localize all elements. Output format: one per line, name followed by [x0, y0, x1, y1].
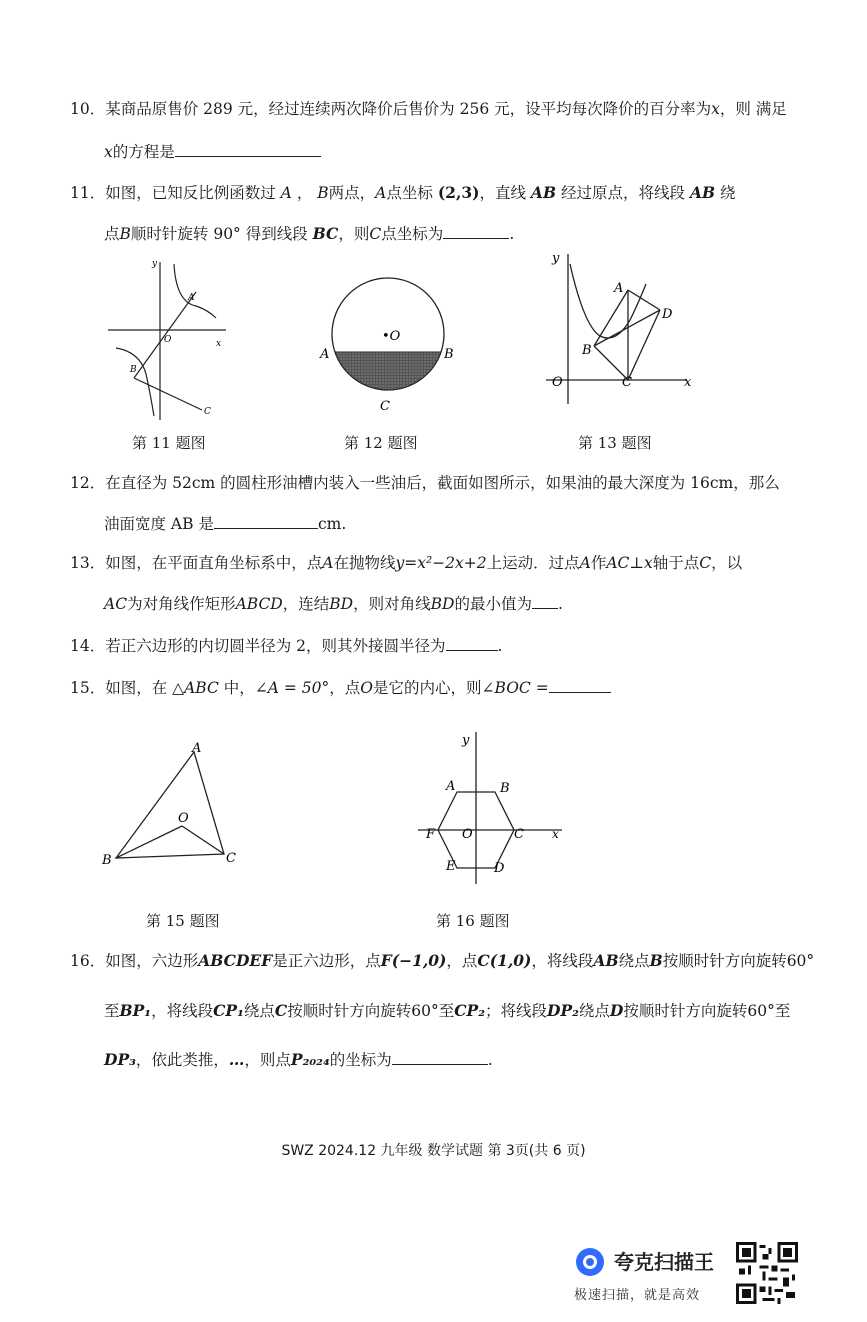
q13-text-8: ，连结 [282, 595, 330, 613]
figure-16 [412, 726, 572, 886]
q16-seg-bp1: BP₁ [119, 1001, 152, 1020]
watermark-title: 夸克扫描王 [614, 1250, 714, 1274]
f12-oil [335, 352, 441, 390]
f16-label-b: B [500, 781, 510, 796]
question-16-line3 [104, 1048, 493, 1071]
q13-seg-bd: BD [329, 595, 354, 613]
q16-point-f: F(−1,0) [380, 951, 447, 970]
q13-period: . [557, 595, 563, 613]
quark-logo-icon [574, 1246, 606, 1278]
q11-text-7: 点 [104, 225, 120, 243]
caption-fig12: 第 12 题图 [344, 434, 418, 452]
question-10 [70, 98, 787, 120]
q16-point-d: D [609, 1001, 624, 1020]
question-15 [70, 676, 611, 699]
q16-text-3: ，点 [446, 952, 478, 970]
q13-answer-blank[interactable] [532, 592, 558, 609]
q10-text-3: 的方程是 [112, 143, 175, 161]
q16-text-15: ，则点 [244, 1051, 291, 1069]
f11-label-b: B [130, 365, 137, 375]
q13-text-7: 为对角线作矩形 [127, 595, 236, 613]
q15-triangle: △ABC [172, 679, 219, 697]
q13-rect: ABCD [235, 595, 283, 613]
page-footer: SWZ 2024.12 九年级 数学试题 第 3页(共 6 页) [281, 1143, 586, 1159]
caption-fig15: 第 15 题图 [146, 912, 220, 930]
question-11 [70, 182, 736, 204]
q16-point-b: B [649, 951, 663, 970]
q16-point-p2024: P₂₀₂₄ [290, 1050, 330, 1069]
scanner-watermark [570, 1242, 810, 1304]
q13-text-2: 在抛物线 [333, 554, 396, 572]
f15-label-a: A [192, 741, 202, 756]
f15-triangle [116, 752, 224, 858]
q13-text-10: 的最小值为 [454, 595, 532, 613]
q16-seg-dp3: DP₃ [104, 1050, 136, 1069]
q16-text-4: ，将线段 [531, 952, 594, 970]
q15-text-1: 15．如图，在 [70, 679, 168, 697]
q16-text-6: 按顺时针方向旋转60° [662, 952, 815, 970]
q11-text-2: 两点， [328, 184, 376, 202]
f16-label-c: C [514, 827, 524, 842]
f11-label-y: y [152, 259, 158, 269]
q11-text-1: 11．如图，已知反比例函数过 [70, 184, 276, 202]
q15-angle: ∠A = 50° [254, 679, 330, 697]
f13-label-c: C [622, 375, 632, 390]
q11-answer-blank[interactable] [443, 222, 509, 239]
q10-var: x [711, 100, 720, 118]
f16-label-o: O [462, 827, 473, 842]
f11-label-x: x [216, 339, 222, 349]
question-16 [70, 950, 814, 972]
q16-period: . [487, 1051, 493, 1069]
q16-text-10: 按顺时针方向旋转60°至 [287, 1002, 455, 1020]
f16-label-f: F [426, 827, 436, 842]
q16-text-13: 按顺时针方向旋转60°至 [623, 1002, 791, 1020]
q13-text-3: 上运动．过点 [486, 554, 580, 572]
question-12-line2 [104, 512, 346, 535]
q11-text-8: 顺时针旋转 90° 得到线段 [130, 225, 308, 243]
q11-text-3: 点坐标 [386, 184, 433, 202]
q10-text-1: 10．某商品原售价 289 元，经过连续两次降价后售价为 256 元，设平均每次降价的百分率为 [70, 100, 712, 118]
q12-answer-blank[interactable] [214, 512, 318, 529]
q16-seg-ab: AB [593, 951, 619, 970]
q16-seg-cp1: CP₁ [213, 1001, 244, 1020]
f15-line-co [182, 826, 224, 854]
f16-label-y: y [462, 733, 470, 748]
f13-label-o: O [552, 375, 563, 390]
f13-line-bd [594, 310, 660, 346]
f11-label-o: O [164, 335, 172, 345]
figure-11 [104, 252, 239, 422]
q16-text-1: 16．如图，六边形 [70, 952, 199, 970]
q11-text-10: 点坐标为 [381, 225, 444, 243]
f12-label-b: B [444, 347, 454, 362]
q13-text-1: 13．如图，在平面直角坐标系中，点 [70, 554, 323, 572]
f15-label-c: C [226, 851, 236, 866]
f13-label-y: y [552, 251, 560, 266]
f11-line-bc [134, 378, 202, 410]
caption-fig16: 第 16 题图 [436, 912, 510, 930]
q15-boc: ∠BOC = [481, 679, 549, 697]
q11-sep: ， [296, 184, 313, 202]
f11-label-c: C [204, 407, 211, 417]
question-14 [70, 634, 502, 657]
q16-dots: … [228, 1050, 245, 1069]
q16-text-2: 是正六边形，点 [272, 952, 381, 970]
q16-text-8: ，将线段 [151, 1002, 214, 1020]
f12-label-a: A [320, 347, 330, 362]
q16-text-7: 至 [104, 1002, 120, 1020]
f11-label-a: A [188, 293, 195, 303]
f13-label-b: B [582, 343, 592, 358]
q13-seg-bd2: BD [430, 595, 455, 613]
q13-text-6: ，以 [711, 554, 743, 572]
f15-label-b: B [102, 853, 112, 868]
q16-text-16: 的坐标为 [329, 1051, 392, 1069]
f15-label-o: O [178, 811, 189, 826]
f12-label-c: C [380, 399, 390, 414]
q16-text-12: 绕点 [578, 1002, 610, 1020]
q15-text-4: 是它的内心，则 [373, 679, 482, 697]
q16-seg-cp2: CP₂ [454, 1001, 485, 1020]
q11-text-5: 经过原点，将线段 [561, 184, 686, 202]
figure-12 [316, 256, 466, 416]
q11-point-a: A [280, 184, 292, 202]
q11-point-a2: A [375, 184, 387, 202]
f11-curve-upper [174, 264, 216, 318]
q16-text-14: ，依此类推， [135, 1051, 229, 1069]
q15-text-3: ，点 [329, 679, 361, 697]
q16-hexagon: ABCDEF [198, 951, 273, 970]
q12-text-2: 油面宽度 AB 是 [104, 515, 214, 533]
q16-point-c2: C [274, 1001, 288, 1020]
q13-point-a2: A [579, 554, 591, 572]
q11-seg-ab: AB [530, 183, 557, 202]
question-11-line2 [104, 222, 514, 245]
q13-point-a: A [322, 554, 334, 572]
q13-x: x [643, 554, 653, 572]
question-13-line2 [104, 592, 563, 615]
q10-answer-blank[interactable] [175, 140, 321, 157]
q13-equation: y=x²−2x+2 [395, 554, 487, 572]
q14-period: . [497, 637, 503, 655]
q16-text-9: 绕点 [243, 1002, 275, 1020]
f15-line-bo [116, 826, 182, 858]
q11-seg-ab2: AB [689, 183, 716, 202]
q14-text: 14．若正六边形的内切圆半径为 2，则其外接圆半径为 [70, 637, 446, 655]
question-12 [70, 472, 780, 494]
q12-unit: cm. [317, 515, 347, 533]
q16-answer-blank[interactable] [392, 1048, 488, 1065]
q11-point-b: B [317, 184, 329, 202]
q15-answer-blank[interactable] [549, 676, 611, 693]
f13-parabola [570, 264, 646, 338]
q16-point-c: C(1,0) [477, 951, 532, 970]
q11-seg-bc: BC [312, 224, 339, 243]
caption-fig11: 第 11 题图 [132, 434, 206, 452]
q16-text-5: 绕点 [618, 952, 650, 970]
q10-text-2: ，则 满足 [719, 100, 787, 118]
watermark-subtitle: 极速扫描，就是高效 [574, 1288, 701, 1303]
f16-label-d: D [494, 861, 505, 876]
qr-code-icon [736, 1242, 798, 1304]
q13-text-5: 轴于点 [652, 554, 700, 572]
q16-text-11: ；将线段 [484, 1002, 547, 1020]
f13-line-dc [628, 310, 660, 380]
q11-text-9: ，则 [338, 225, 370, 243]
question-16-line2 [104, 1000, 790, 1022]
caption-fig13: 第 13 题图 [578, 434, 652, 452]
q15-text-2: 中， [223, 679, 255, 697]
q11-text-4: ，直线 [479, 184, 526, 202]
f16-label-a: A [446, 779, 456, 794]
q13-text-9: ，则对角线 [353, 595, 431, 613]
question-10-line2 [104, 140, 321, 163]
q15-point-o: O [360, 679, 374, 697]
f16-label-e: E [446, 859, 456, 874]
q10-var-2: x [104, 143, 113, 161]
f13-label-d: D [662, 307, 673, 322]
q13-seg-ac2: AC [104, 595, 128, 613]
f13-label-a: A [614, 281, 624, 296]
q13-point-c: C [699, 554, 712, 572]
q14-answer-blank[interactable] [446, 634, 498, 651]
q11-coord: (2,3) [437, 183, 480, 202]
q11-point-b2: B [119, 225, 131, 243]
q13-seg-ac: AC [606, 554, 630, 572]
figure-15 [98, 736, 248, 876]
question-13 [70, 552, 742, 574]
f13-label-x: x [684, 375, 692, 390]
q11-point-c: C [369, 225, 382, 243]
f13-line-ad [628, 290, 660, 310]
q13-text-4: 作 [590, 554, 607, 572]
f12-label-o: •O [382, 329, 401, 344]
q16-seg-dp2: DP₂ [547, 1001, 579, 1020]
f16-label-x: x [552, 827, 559, 841]
q12-text-1: 12．在直径为 52cm 的圆柱形油槽内装入一些油后，截面如图所示，如果油的最大深度为 16cm，那么 [70, 474, 780, 492]
q11-text-6: 绕 [720, 184, 736, 202]
q11-period: . [509, 225, 515, 243]
q13-perp: ⊥ [629, 554, 644, 572]
figure-13 [536, 244, 706, 414]
